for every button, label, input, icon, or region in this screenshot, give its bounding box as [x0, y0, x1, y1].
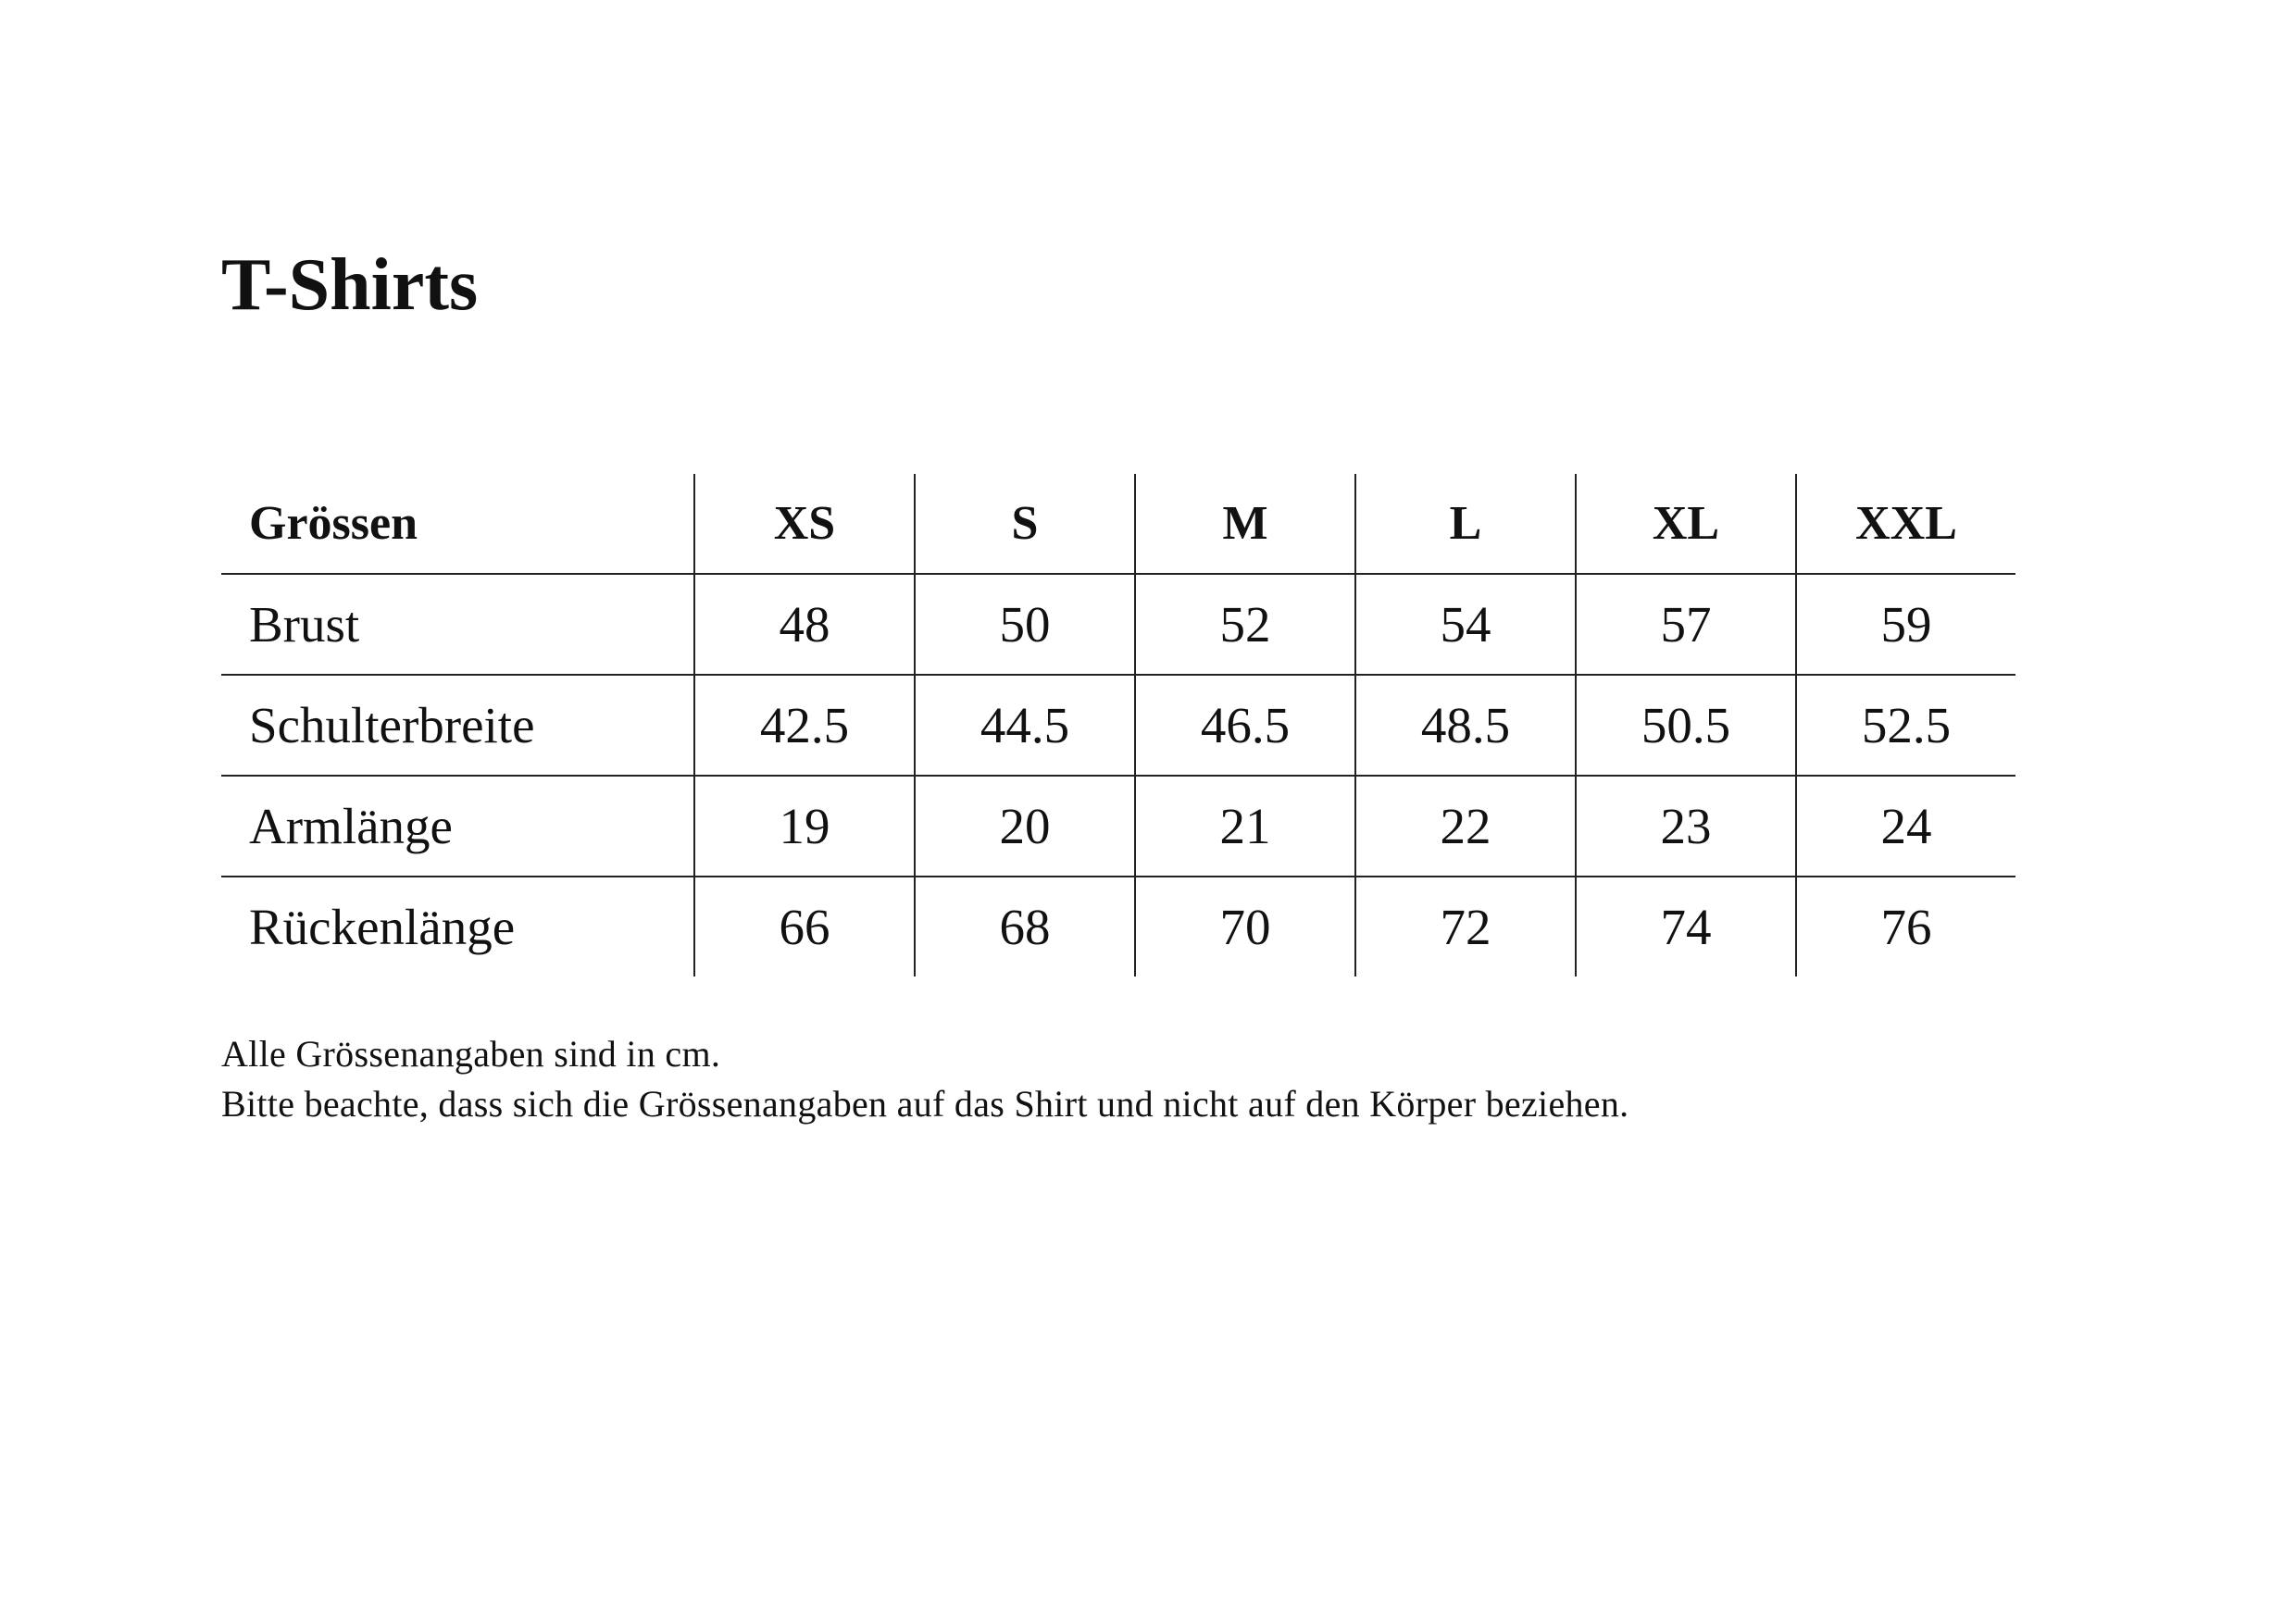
- table-cell: 19: [694, 776, 915, 877]
- table-cell: 48: [694, 574, 915, 675]
- row-label: Schulterbreite: [221, 675, 694, 776]
- table-cell: 57: [1576, 574, 1796, 675]
- table-cell: 22: [1355, 776, 1576, 877]
- size-chart-table: [221, 474, 2015, 976]
- page-title: T-Shirts: [221, 244, 479, 326]
- table-cell: 66: [694, 877, 915, 976]
- table-cell: 70: [1135, 877, 1355, 976]
- table-cell: 50: [915, 574, 1135, 675]
- table-row: [221, 574, 2015, 675]
- row-label: Brust: [221, 574, 694, 675]
- table-cell: 42.5: [694, 675, 915, 776]
- table-cell: 44.5: [915, 675, 1135, 776]
- table-cell: 72: [1355, 877, 1576, 976]
- header-label: Grössen: [221, 474, 694, 574]
- table-row: [221, 675, 2015, 776]
- table-header-row: [221, 474, 2015, 574]
- table-cell: 68: [915, 877, 1135, 976]
- table-cell: 21: [1135, 776, 1355, 877]
- table-cell: 76: [1796, 877, 2015, 976]
- table-cell: 54: [1355, 574, 1576, 675]
- table-cell: 74: [1576, 877, 1796, 976]
- table-cell: 24: [1796, 776, 2015, 877]
- table-cell: 46.5: [1135, 675, 1355, 776]
- size-header-xxl: XXL: [1796, 474, 2015, 574]
- size-header-m: M: [1135, 474, 1355, 574]
- size-header-xl: XL: [1576, 474, 1796, 574]
- table-cell: 50.5: [1576, 675, 1796, 776]
- size-header-s: S: [915, 474, 1135, 574]
- table-cell: 52: [1135, 574, 1355, 675]
- size-notes: [221, 1029, 1628, 1129]
- row-label: Armlänge: [221, 776, 694, 877]
- table-row: [221, 776, 2015, 877]
- row-label: Rückenlänge: [249, 899, 516, 955]
- units-note: Alle Grössenangaben sind in cm.: [221, 1033, 721, 1075]
- size-header-l: L: [1355, 474, 1576, 574]
- size-header-xs: XS: [694, 474, 915, 574]
- table-cell: 23: [1576, 776, 1796, 877]
- table-cell: 59: [1796, 574, 2015, 675]
- table-cell: 20: [915, 776, 1135, 877]
- table-cell: 48.5: [1355, 675, 1576, 776]
- garment-measure-note: Bitte beachte, dass sich die Grössenangaben auf das Shirt und nicht auf den Körper beziehen.: [221, 1083, 1629, 1125]
- table-cell: 52.5: [1796, 675, 2015, 776]
- table-row: [221, 877, 2015, 976]
